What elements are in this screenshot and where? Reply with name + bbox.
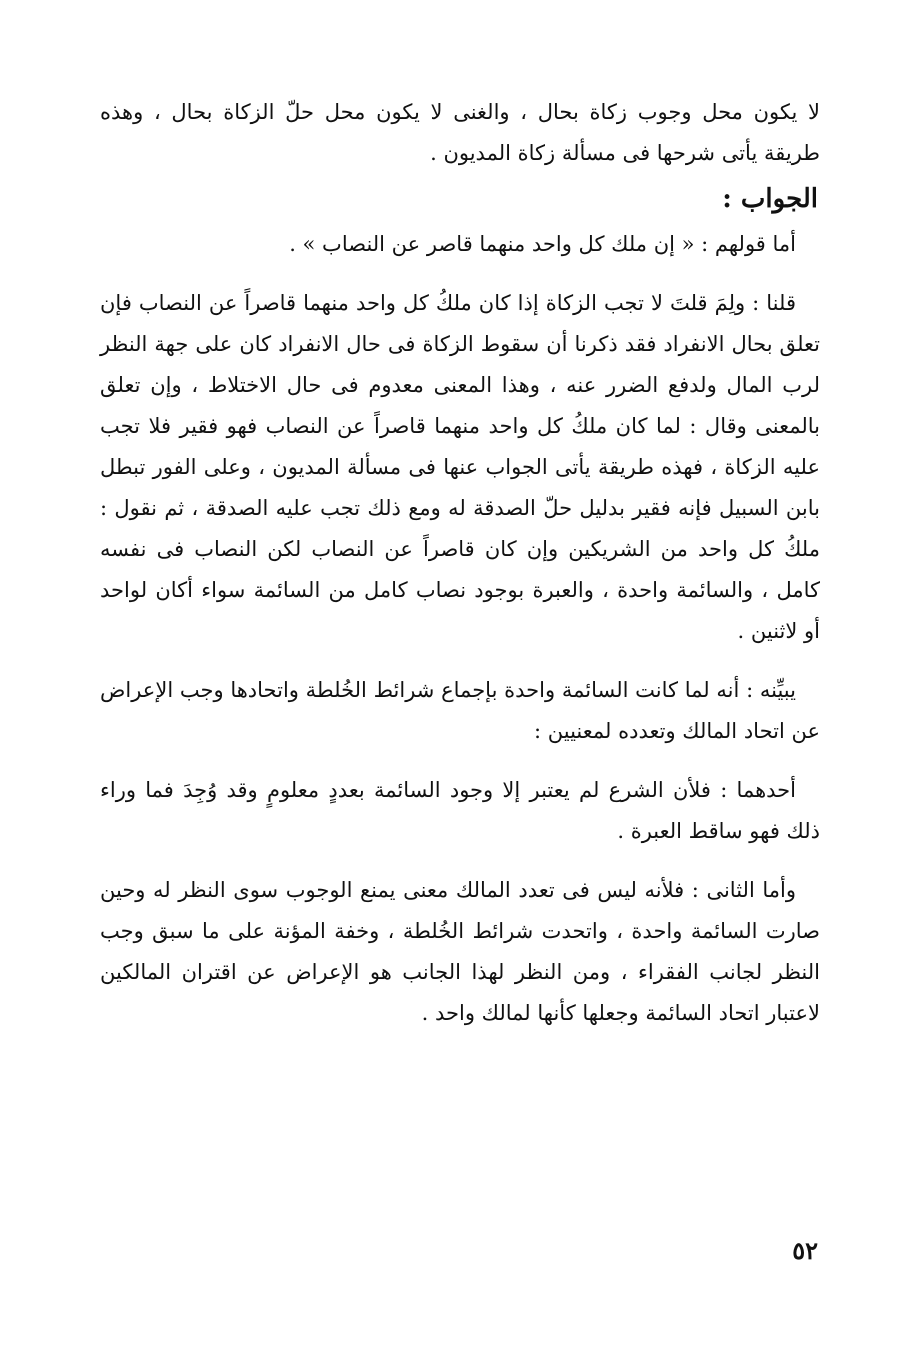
first-reason-paragraph: أحدهما : فلأن الشرع لم يعتبر إلا وجود السائمة بعددٍ معلومٍ وقد وُجِدَ فما وراء ذلك فهو ساقط العبرة . — [100, 778, 820, 843]
response-paragraph: قلنا : ولِمَ قلتَ لا تجب الزكاة إذا كان ملكُ كل واحد منهما قاصراً عن النصاب فإن تعلق بحال الانفراد فقد ذكرنا أن سقوط الزكاة فى حال الانفراد كان على جهة النظر لرب المال ولدفع الضرر عنه ، وهذا المعنى معدوم فى حال الاختلاط ، وإن تعلق بالمعنى وقال : لما كان ملكُ كل واحد منهما قاصراً عن النصاب فهو فقير فلا تجب عليه الزكاة ، فهذه طريقة يأتى الجواب عنها فى مسألة المديون ، وعلى الفور تبطل بابن السبيل فإنه فقير بدليل حلّ الصدقة له ومع ذلك تجب عليه الصدقة ، ثم نقول : ملكُ كل واحد من الشريكين وإن كان قاصراً عن النصاب لكن النصاب فى نفسه كامل ، والسائمة واحدة ، والعبرة بوجود نصاب كامل من السائمة سواء أكان لواحد أو لاثنين . — [100, 291, 820, 643]
intro-paragraph: لا يكون محل وجوب زكاة بحال ، والغنى لا يكون محل حلّ الزكاة بحال ، وهذه طريقة يأتى شرحها فى مسألة زكاة المديون . — [100, 100, 820, 165]
clarification-paragraph: يبيِّنه : أنه لما كانت السائمة واحدة بإجماع شرائط الخُلطة واتحادها وجب الإعراض عن اتحاد المالك وتعدده لمعنيين : — [100, 678, 820, 743]
page-body — [100, 92, 820, 1034]
answer-heading: الجواب : — [722, 184, 818, 214]
page-number: ٥٢ — [792, 1236, 818, 1265]
second-reason-paragraph: وأما الثانى : فلأنه ليس فى تعدد المالك معنى يمنع الوجوب سوى النظر له وحين صارت السائمة واحدة ، واتحدت شرائط الخُلطة ، وخفة المؤنة على ما سبق وجب النظر لجانب الفقراء ، ومن النظر لهذا الجانب هو الإعراض عن اقتران المالكين لاعتبار اتحاد السائمة وجعلها كأنها لمالك واحد . — [100, 878, 820, 1025]
quote-paragraph: أما قولهم : « إن ملك كل واحد منهما قاصر عن النصاب » . — [289, 232, 796, 256]
